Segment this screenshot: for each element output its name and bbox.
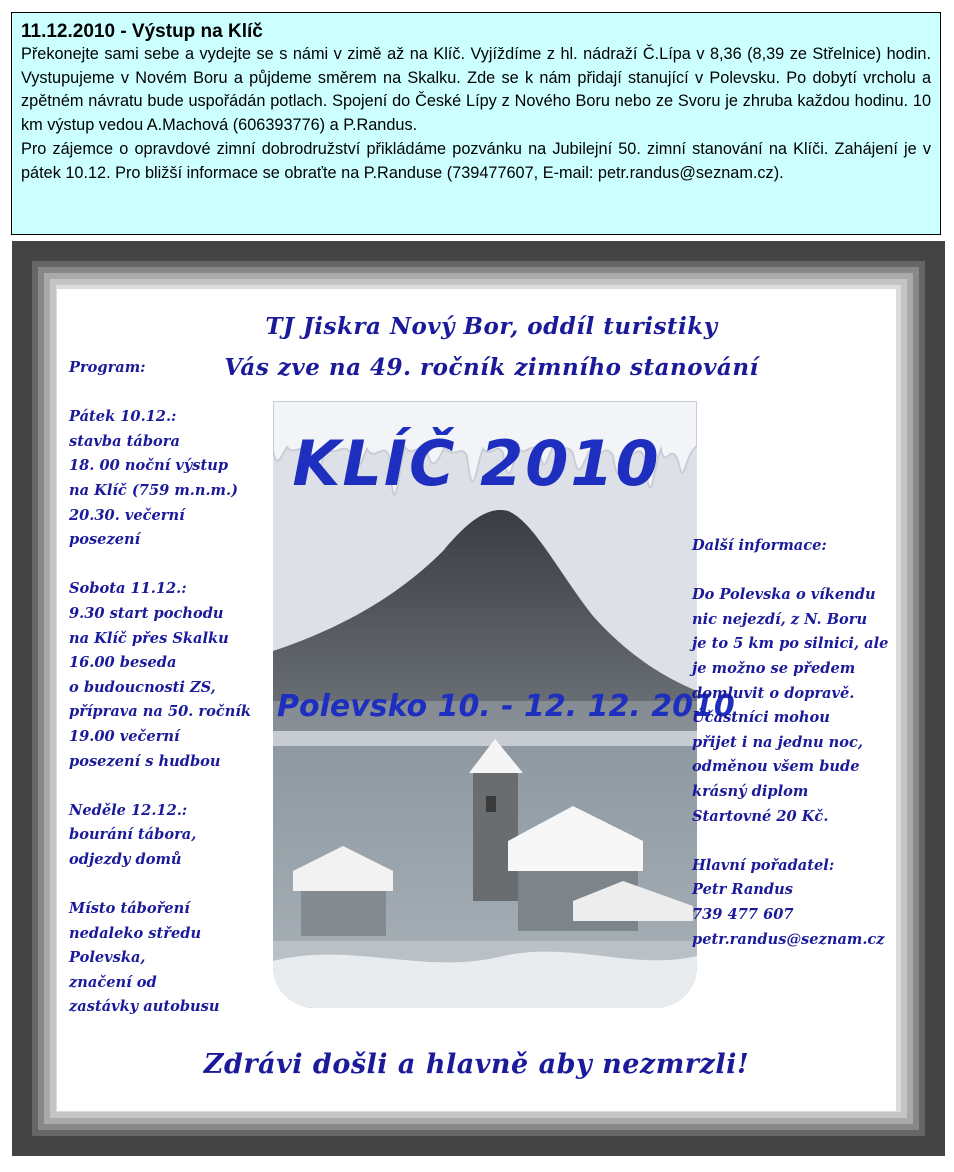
- column-line: 20.30. večerní: [69, 506, 185, 524]
- column-line: Petr Randus: [692, 881, 793, 899]
- church-tower: [473, 771, 518, 901]
- column-line: bourání tábora,: [69, 826, 197, 844]
- column-line: Sobota 11.12.:: [69, 580, 187, 598]
- notice-paragraph: Překonejte sami sebe a vydejte se s námi v zimě až na Klíč. Vyjíždíme z hl. nádraží Č.Lípa v 8,36 (8,39 ze Střelnice) hodin. Vystupujeme v Novém Boru a půjdeme směrem na Skalku. Zde se k nám přidají stanující v Polevsku. Po dobytí vrcholu a zpětném návratu bude uspořádán potlach. Spojení do České Lípy z Nového Boru nebo ze Svoru je zhruba každou hodinu. 10 km výstup vedou A.Machová (606393776) a P.Randus.: [21, 45, 931, 135]
- column-spacer: [69, 381, 251, 406]
- column-line: Místo táboření: [69, 900, 190, 918]
- column-line: posezení: [69, 531, 141, 549]
- column-line: Neděle 12.12.:: [69, 801, 188, 819]
- poster-footer: Zdrávi došli a hlavně aby nezmrzli!: [203, 1049, 750, 1080]
- column-line: příprava na 50. ročník: [69, 703, 251, 721]
- column-line: je možno se předem: [692, 659, 856, 677]
- poster-title: KLÍČ 2010: [292, 427, 661, 500]
- column-line: přijet i na jednu noc,: [692, 733, 863, 751]
- column-spacer: [692, 559, 888, 584]
- column-line: Do Polevska o víkendu: [692, 586, 876, 604]
- column-line: je to 5 km po silnici, ale: [692, 635, 889, 653]
- info-column: [692, 534, 888, 952]
- column-line: Další informace:: [692, 537, 827, 554]
- notice-title: 11.12.2010 - Výstup na Klíč: [21, 21, 263, 42]
- event-notice: [11, 12, 941, 235]
- column-line: Startovné 20 Kč.: [692, 807, 829, 825]
- column-spacer: [69, 553, 251, 578]
- invitation-poster: [57, 289, 896, 1111]
- column-line: Hlavní pořadatel:: [692, 856, 835, 874]
- column-spacer: [69, 872, 251, 897]
- column-line: Program:: [69, 359, 146, 376]
- column-line: odjezdy domů: [69, 850, 182, 868]
- notice-body: [21, 43, 931, 185]
- column-line: Účastníci mohou: [692, 709, 830, 727]
- column-line: domluvit o dopravě.: [692, 684, 855, 702]
- column-line: nedaleko středu: [69, 924, 202, 942]
- column-line: na Klíč přes Skalku: [69, 629, 229, 647]
- column-line: Polevska,: [69, 949, 146, 967]
- column-line: 9.30 start pochodu: [69, 604, 224, 622]
- column-line: značení od: [69, 973, 157, 991]
- column-line: krásný diplom: [692, 782, 809, 800]
- column-line: Pátek 10.12.:: [69, 408, 177, 426]
- column-line: petr.randus@seznam.cz: [692, 930, 885, 948]
- column-spacer: [69, 774, 251, 799]
- poster-dates: Polevsko 10. - 12. 12. 2010: [277, 689, 735, 724]
- column-line: 19.00 večerní: [69, 727, 180, 745]
- column-line: nic nejezdí, z N. Boru: [692, 610, 868, 628]
- poster-header-line2: Vás zve na 49. ročník zimního stanování: [224, 354, 759, 381]
- poster-header-line1: TJ Jiskra Nový Bor, oddíl turistiky: [265, 313, 718, 340]
- column-line: zastávky autobusu: [69, 998, 220, 1016]
- column-spacer: [692, 829, 888, 854]
- column-line: posezení s hudbou: [69, 752, 221, 770]
- column-line: odměnou všem bude: [692, 758, 860, 776]
- column-line: stavba tábora: [69, 432, 180, 450]
- program-column: [69, 356, 251, 1020]
- notice-paragraph: Pro zájemce o opravdové zimní dobrodružství přikládáme pozvánku na Jubilejní 50. zimní stanování na Klíči. Zahájení je v pátek 10.12. Pro bližší informace se obraťte na P.Randuse (739477607, E-mail: petr.randus@seznam.cz).: [21, 139, 931, 182]
- column-line: na Klíč (759 m.n.m.): [69, 481, 238, 499]
- column-line: o budoucnosti ZS,: [69, 678, 216, 696]
- column-line: 18. 00 noční výstup: [69, 457, 229, 475]
- column-line: 16.00 beseda: [69, 654, 177, 672]
- column-line: 739 477 607: [692, 905, 794, 923]
